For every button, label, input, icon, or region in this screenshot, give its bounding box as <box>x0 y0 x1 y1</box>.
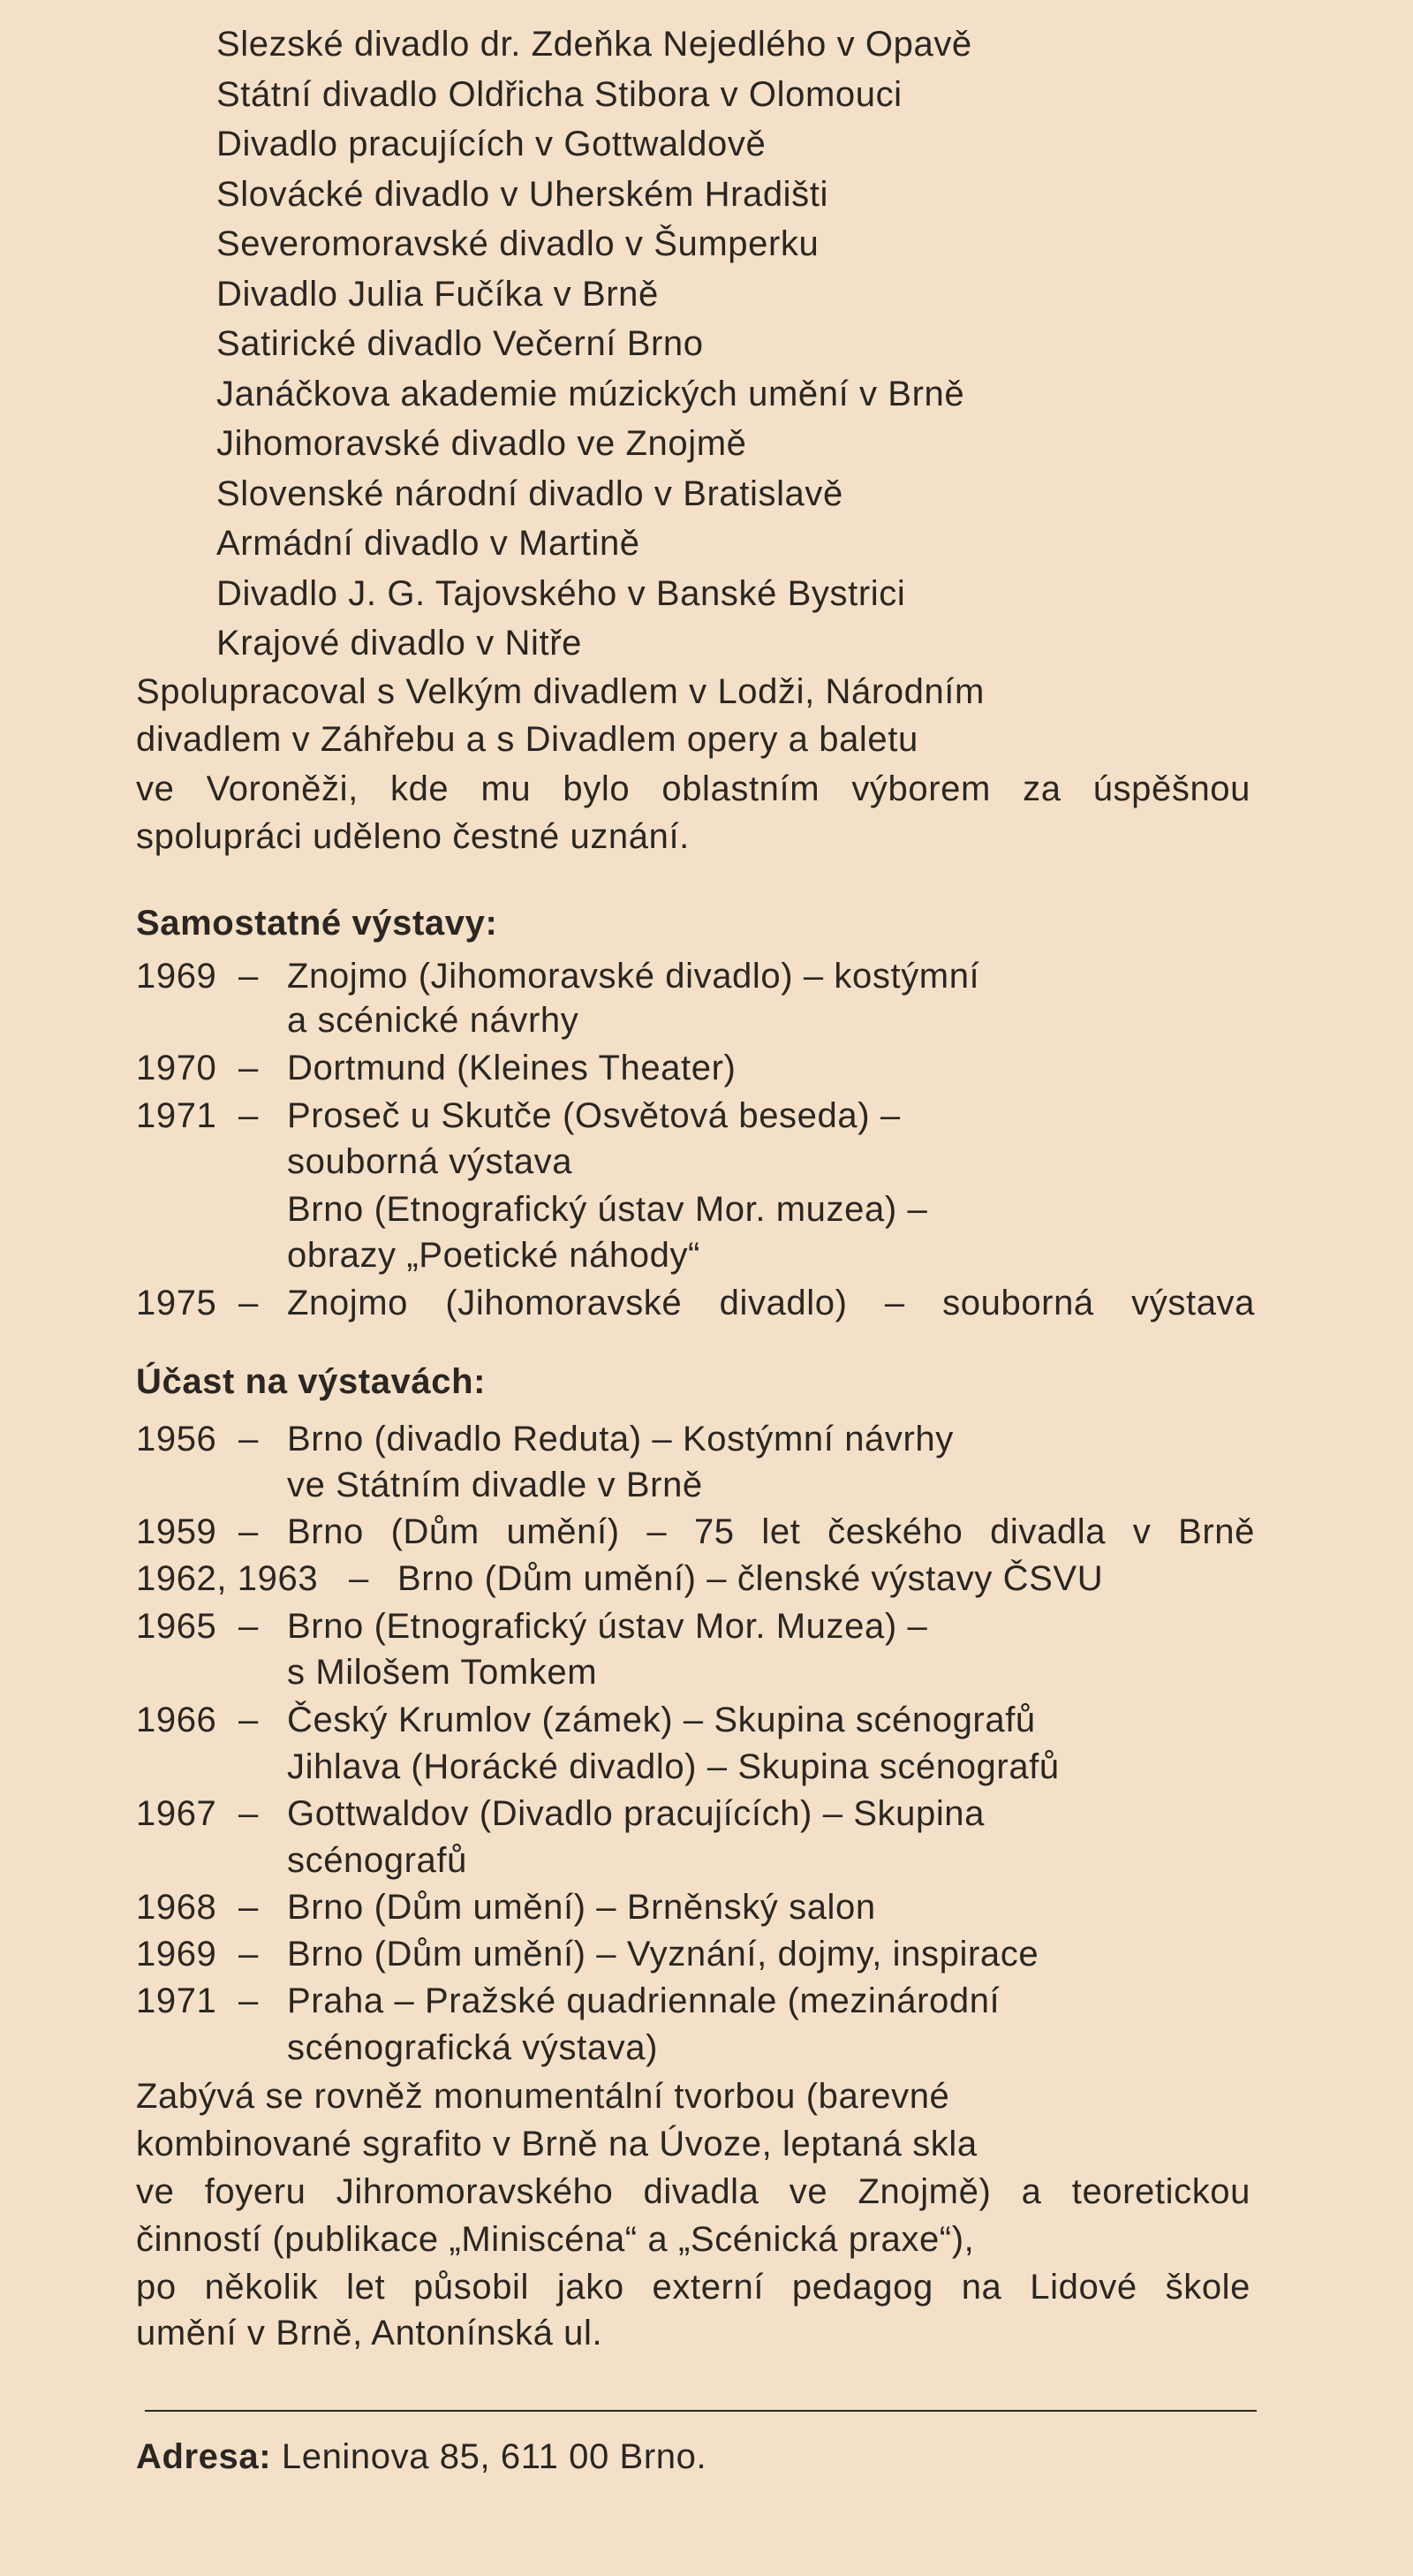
entry-continuation: a scénické návrhy <box>287 1001 579 1040</box>
entry-year: 1971 <box>136 1981 217 2020</box>
address-label: Adresa: <box>136 2437 272 2476</box>
entry-continuation: s Milošem Tomkem <box>287 1653 598 1692</box>
entry-dash: – <box>238 1981 259 2020</box>
theatre-item: Jihomoravské divadlo ve Znojmě <box>216 424 747 463</box>
closing-line: po několik let působil jako externí pedagog na Lidové škole <box>136 2268 1251 2307</box>
entry-dash: – <box>238 1794 259 1833</box>
entry-text: Brno (Etnografický ústav Mor. Muzea) – <box>287 1607 928 1646</box>
entry-text: Brno (divadlo Reduta) – Kostýmní návrhy <box>287 1420 954 1458</box>
entry-continuation: scénografů <box>287 1841 467 1880</box>
divider-rule <box>145 2410 1257 2412</box>
entry-text: Praha – Pražské quadriennale (mezinárodní <box>287 1981 1001 2020</box>
entry-dash: – <box>238 1607 259 1646</box>
entry-dash: – <box>238 1888 259 1927</box>
closing-line: kombinované sgrafito v Brně na Úvoze, leptaná skla <box>136 2125 978 2163</box>
entry-continuation: Jihlava (Horácké divadlo) – Skupina scénografů <box>287 1747 1060 1786</box>
entry-text: Gottwaldov (Divadlo pracujících) – Skupina <box>287 1794 986 1833</box>
entry-year: 1966 <box>136 1701 217 1739</box>
theatre-item: Satirické divadlo Večerní Brno <box>216 324 704 363</box>
closing-line: Zabývá se rovněž monumentální tvorbou (barevné <box>136 2077 950 2116</box>
cooperation-line: Spolupracoval s Velkým divadlem v Lodži, Národním <box>136 672 985 711</box>
entry-dash: – <box>238 1701 259 1739</box>
entry-dash: – <box>238 1512 259 1551</box>
theatre-item: Divadlo pracujících v Gottwaldově <box>216 125 767 163</box>
entry-text: Český Krumlov (zámek) – Skupina scénografů <box>287 1701 1036 1739</box>
entry-text: Brno (Dům umění) – Brněnský salon <box>287 1888 876 1927</box>
entry-year: 1959 <box>136 1512 217 1551</box>
entry-year: 1962, 1963 <box>136 1559 319 1598</box>
entry-year: 1970 <box>136 1049 217 1087</box>
entry-continuation: ve Státním divadle v Brně <box>287 1466 703 1504</box>
entry-year: 1967 <box>136 1794 217 1833</box>
theatre-item: Janáčkova akademie múzických umění v Brně <box>216 375 965 413</box>
group-exhibitions-heading: Účast na výstavách: <box>136 1362 487 1401</box>
cooperation-line: ve Voroněži, kde mu bylo oblastním výborem za úspěšnou <box>136 769 1251 808</box>
entry-text: Brno (Dům umění) – členské výstavy ČSVU <box>397 1559 1104 1598</box>
theatre-item: Divadlo J. G. Tajovského v Banské Bystrici <box>216 574 906 613</box>
entry-year: 1956 <box>136 1420 217 1458</box>
entry-text: Dortmund (Kleines Theater) <box>287 1049 737 1087</box>
theatre-item: Krajové divadlo v Nitře <box>216 624 582 663</box>
entry-year: 1968 <box>136 1888 217 1927</box>
theatre-item: Slovácké divadlo v Uherském Hradišti <box>216 175 828 214</box>
closing-line: umění v Brně, Antonínská ul. <box>136 2314 603 2352</box>
address-line <box>136 2436 706 2478</box>
theatre-item: Armádní divadlo v Martině <box>216 524 640 563</box>
entry-text: Brno (Dům umění) – Vyznání, dojmy, inspirace <box>287 1935 1039 1974</box>
entry-dash: – <box>238 1096 259 1135</box>
entry-text: Znojmo (Jihomoravské divadlo) – kostýmní <box>287 957 980 996</box>
closing-line: činností (publikace „Miniscéna“ a „Scénická praxe“), <box>136 2220 975 2259</box>
theatre-item: Slezské divadlo dr. Zdeňka Nejedlého v Opavě <box>216 25 972 64</box>
entry-text: Brno (Dům umění) – 75 let českého divadla v Brně <box>287 1512 1255 1551</box>
entry-year: 1965 <box>136 1607 217 1646</box>
entry-dash: – <box>238 1049 259 1087</box>
entry-dash: – <box>238 1284 259 1322</box>
entry-dash: – <box>238 1420 259 1458</box>
entry-continuation: Brno (Etnografický ústav Mor. muzea) – <box>287 1190 928 1229</box>
entry-continuation: souborná výstava <box>287 1142 573 1181</box>
entry-dash: – <box>238 1935 259 1974</box>
entry-year: 1971 <box>136 1096 217 1135</box>
theatre-item: Severomoravské divadlo v Šumperku <box>216 224 820 263</box>
cooperation-line: spolupráci uděleno čestné uznání. <box>136 817 690 856</box>
closing-line: ve foyeru Jihromoravského divadla ve Znojmě) a teoretickou <box>136 2172 1251 2211</box>
entry-year: 1975 <box>136 1284 217 1322</box>
entry-text: Znojmo (Jihomoravské divadlo) – souborná výstava <box>287 1284 1255 1322</box>
address-value: Leninova 85, 611 00 Brno. <box>281 2437 707 2476</box>
theatre-item: Divadlo Julia Fučíka v Brně <box>216 275 659 314</box>
theatre-item: Slovenské národní divadlo v Bratislavě <box>216 474 843 513</box>
entry-continuation: obrazy „Poetické náhody“ <box>287 1236 700 1275</box>
entry-continuation: scénografická výstava) <box>287 2028 659 2067</box>
solo-exhibitions-heading: Samostatné výstavy: <box>136 904 498 943</box>
theatre-item: Státní divadlo Oldřicha Stibora v Olomouci <box>216 75 903 114</box>
entry-year: 1969 <box>136 957 217 996</box>
entry-year: 1969 <box>136 1935 217 1974</box>
entry-dash: – <box>238 957 259 996</box>
entry-dash: – <box>349 1559 369 1598</box>
cooperation-line: divadlem v Záhřebu a s Divadlem opery a baletu <box>136 720 918 759</box>
entry-text: Proseč u Skutče (Osvětová beseda) – <box>287 1096 901 1135</box>
